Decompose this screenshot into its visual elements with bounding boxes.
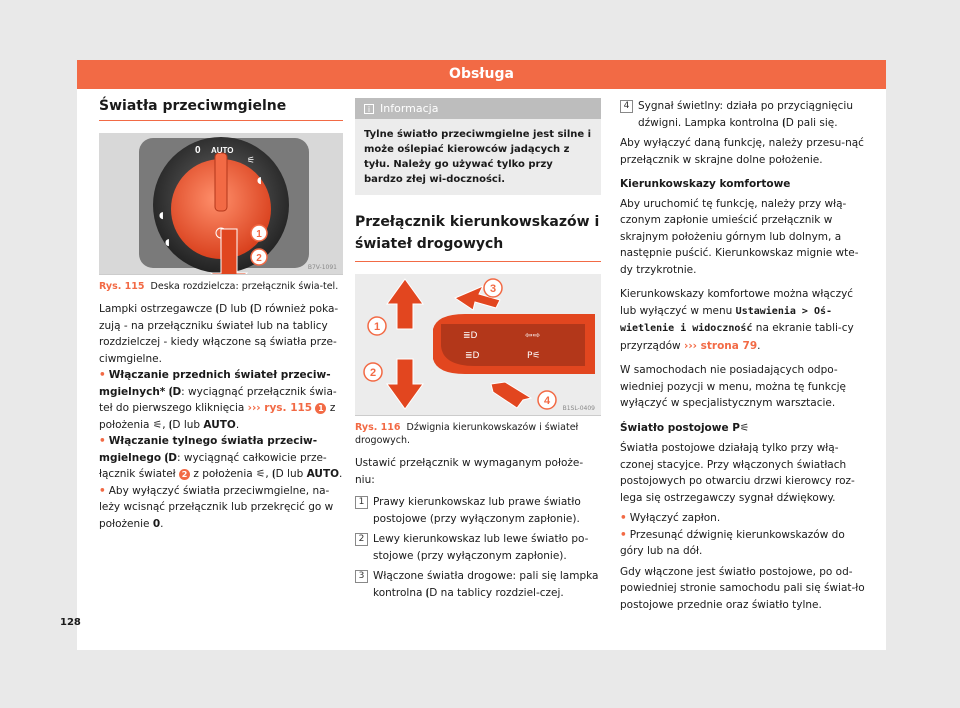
ref-page-79[interactable]: ››› strona 79 — [684, 339, 758, 352]
info-header: i Informacja — [355, 98, 601, 119]
column-left — [99, 98, 343, 532]
info-text: Tylne światło przeciwmgielne jest silne i może oślepiać kierowców jadących z tyłu. Należy go używać tylko przy bardzo złej wi-doczności. — [364, 129, 592, 185]
title-rule — [99, 120, 343, 121]
ref-fig-115[interactable]: ››› rys. 115 — [247, 402, 313, 414]
list-item: 1 Prawy kierunkowskaz lub prawe światło postojowe (przy wyłączonym zapłonie). — [355, 494, 601, 527]
light-switch-illustration — [99, 133, 343, 275]
paragraph: W samochodach nie posiadających odpo-wiedniej pozycji w menu, można tę funkcję wyłączyć w specjalistycznym warsztacie. — [620, 364, 847, 409]
column-middle — [355, 98, 601, 605]
column-right — [620, 98, 865, 613]
svg-text:⇦⇨: ⇦⇨ — [525, 331, 541, 341]
figure-id: B7V-1091 — [307, 264, 337, 271]
caption-text: Dźwignia kierunkowskazów i świateł drogowych. — [355, 422, 579, 446]
page-number: 128 — [60, 617, 81, 628]
section-title-indicators: Przełącznik kierunkowskazów i świateł drogowych — [355, 214, 600, 252]
subheading-comfort-indicators: Kierunkowskazy komfortowe — [620, 178, 791, 190]
paragraph: Aby wyłączyć daną funkcję, należy przesu-nąć przełącznik w skrajne dolne położenie. — [620, 137, 864, 166]
paragraph-menu: Kierunkowskazy komfortowe można włączyć lub wyłączyć w menu Ustawienia > Oś-wietlenie i widoczność na ekranie tabli-cy przyrządów ››› strona 79. — [620, 288, 854, 352]
callout-4: 4 — [543, 395, 551, 407]
list-item: 4 Sygnał świetlny: działa po przyciągnięciu dźwigni. Lampka kontrolna ⦗D pali się. — [620, 98, 865, 131]
callout-2: 2 — [256, 253, 262, 264]
svg-text:≣D: ≣D — [465, 351, 480, 361]
svg-text:◖: ◖ — [257, 176, 262, 186]
intro-paragraph: Ustawić przełącznik w wymaganym położe-niu: — [355, 457, 584, 486]
knob-label-auto: AUTO — [211, 146, 234, 155]
bullet-rear-fog: • Włączanie tylnego światła przeciw-mgielnego ⦗D: wyciągnąć całkowicie prze-łącznik świateł 2 z położenia ⚟, ⦗D lub AUTO. — [99, 435, 343, 480]
caption-number: Rys. 115 — [99, 281, 145, 292]
info-box — [355, 119, 601, 195]
svg-text:⚟: ⚟ — [247, 156, 256, 166]
callout-2: 2 — [369, 367, 377, 379]
menu-path: Ustawienia > Oś-wietlenie i widoczność — [620, 305, 832, 334]
position-list — [355, 494, 601, 601]
subheading-parking-light: Światło postojowe P⚟ — [620, 421, 750, 434]
bullet-front-fog: • Włączanie przednich świateł przeciw-mgielnych* ⦗D: wyciągnąć przełącznik świa-teł do pierwszego kliknięcia ››› rys. 115 1 z położenia ⚟, ⦗D lub AUTO. — [99, 369, 337, 431]
knob-label-0: 0 — [195, 145, 201, 156]
caption-text: Deska rozdzielcza: przełącznik świa-tel. — [150, 281, 339, 292]
figure-caption — [355, 421, 601, 447]
svg-text:P⚟: P⚟ — [527, 351, 541, 361]
figure-indicator-lever — [355, 274, 601, 416]
title-rule — [355, 261, 601, 262]
svg-text:◖: ◖ — [159, 211, 164, 221]
caption-number: Rys. 116 — [355, 422, 401, 433]
svg-text:≣D: ≣D — [463, 331, 478, 341]
bullet-move-lever: • Przesunąć dźwignię kierunkowskazów do góry lub na dół. — [620, 528, 845, 557]
intro-paragraph: Lampki ostrzegawcze ⦗D lub ⦗D również poka-zują - na przełączniku świateł lub na tablicy rozdzielczej - kiedy włączone są światła prze-ciwmgielne. — [99, 303, 339, 365]
num-badge: 1 — [315, 403, 326, 414]
info-icon: i — [364, 104, 374, 114]
section-title-fog-lights: Światła przeciwmgielne — [99, 98, 287, 114]
section-header: Obsługa — [77, 60, 886, 89]
num-badge: 2 — [179, 469, 190, 480]
list-item: 2 Lewy kierunkowskaz lub lewe światło po-stojowe (przy wyłączonym zapłonie). — [355, 531, 601, 564]
svg-text:◖: ◖ — [165, 238, 170, 248]
bullet-switch-off: • Aby wyłączyć światła przeciwmgielne, na-leży wcisnąć przełącznik lub przekręcić go w położenie 0. — [99, 484, 334, 530]
callout-1: 1 — [373, 321, 381, 333]
callout-3: 3 — [489, 283, 497, 295]
list-item: 3 Włączone światła drogowe: pali się lampka kontrolna ⦗D na tablicy rozdziel-czej. — [355, 568, 601, 601]
figure-caption — [99, 280, 343, 293]
bullet-ignition-off: • Wyłączyć zapłon. — [620, 512, 721, 524]
callout-1: 1 — [256, 229, 262, 240]
paragraph: Światła postojowe działają tylko przy włą-czonej stacyjce. Przy włączonych światłach postojowych po otwarciu drzwi kierowcy roz-lega się ostrzegawczy sygnał dźwiękowy. — [620, 442, 855, 504]
position-list-cont — [620, 98, 865, 131]
figure-id: B1SL-0409 — [562, 405, 595, 412]
indicator-lever-illustration — [355, 274, 601, 416]
figure-light-switch — [99, 133, 343, 275]
paragraph: Gdy włączone jest światło postojowe, po od-powiedniej stronie samochodu pali się świat-ło postojowe przednie oraz światło tylne. — [620, 565, 865, 611]
paragraph: Aby uruchomić tę funkcję, należy przy włą-czonym zapłonie umieścić przełącznik w skrajnym położeniu górnym lub dolnym, a następnie puścić. Kierunkowskaz mignie wte-dy trzykrotnie. — [620, 197, 859, 276]
